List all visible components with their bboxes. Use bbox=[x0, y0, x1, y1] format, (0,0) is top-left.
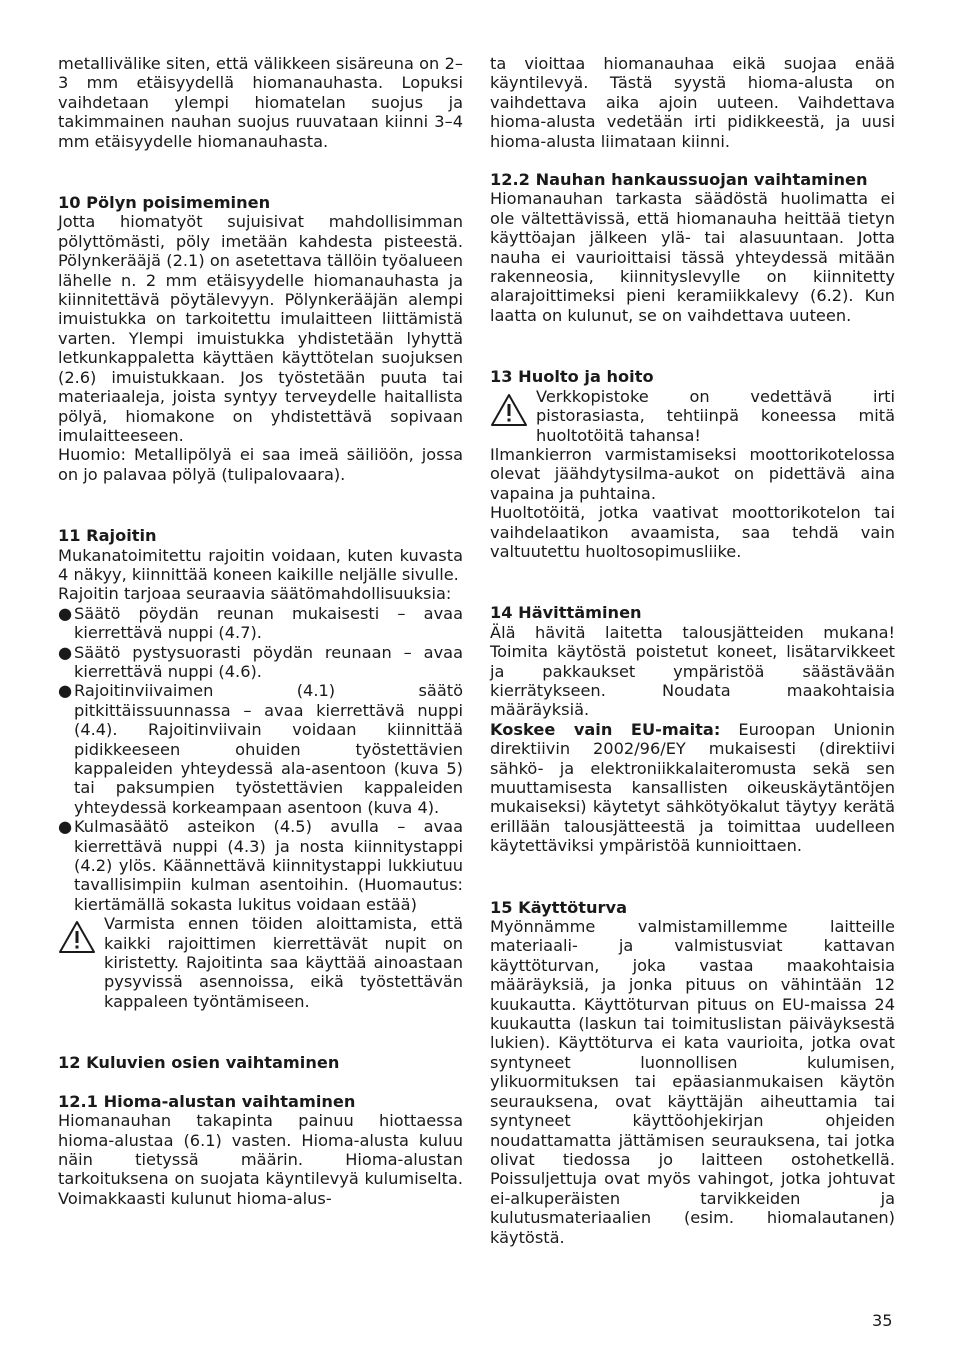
section-11-warning bbox=[58, 914, 463, 1011]
section-15-heading: 15 Käyttöturva bbox=[490, 897, 628, 917]
bullet-icon: ● bbox=[58, 817, 73, 837]
section-15-body: Myönnämme valmistamillemme laitteille materiaali- ja valmistusviat kattavan käyttöturvan, joka vastaa maakohtaisia määräyksiä, ja jonka pituus on vähintään 12 kuukautta. Käyttöturvan pituus on EU-maissa 24 kuukautta (laskun tai toimituslistan päiväyksestä lukien). Käyttöturva ei kata vaurioita, jotka ovat syntyneet luonnollisen kulumisen, ylikuormituksen tai epäasianmukaisen käytön seurauksena, ovat käyttäjän aiheuttamia tai syntyneet käyttöohjekirjan ohjeiden noudattamatta jättämisen seurauksena, tai jotka olivat tiedossa jo laitteen ostohetkellä. Poissuljettuja ovat myös vahingot, jotka johtuvat ei-alkuperäisten tarvikkeiden ja kulutusmateriaalien (esim. hiomalautanen) käytöstä. bbox=[490, 917, 895, 1247]
section-12-2-body: Hiomanauhan tarkasta säädöstä huolimatta ei ole vältettävissä, että hiomanauha heittää tietyn käyttöajan jälkeen ylä- tai alasuuntaan. Jotta nauha ei vaurioittaisi tässä yhteydessä mitään rakenneosia, kiinnityslevylle on kiinnitetty alarajoittimeksi pieni keramiikkalevy (6.2). Kun laatta on kulunut, se on vaihdettava uuteen. bbox=[490, 189, 895, 325]
section-14-paragraph-1: Älä hävitä laitetta talousjätteiden mukana! Toimita käytöstä poistetut koneet, lisätarvikkeet ja pakkaukset ympäristöä säästävään kierrätykseen. Noudata maakohtaisia määräyksiä. bbox=[490, 622, 895, 720]
section-12-2-heading: 12.2 Nauhan hankaussuojan vaihtaminen bbox=[490, 170, 868, 190]
section-13-warning-text: Verkkopistoke on vedettävä irti pistorasiasta, tehtiinpä koneessa mitä huoltotöitä tahansa! bbox=[536, 386, 895, 445]
list-item: ● Rajoitinviivaimen (4.1) säätö pitkittäissuunnassa – avaa kierrettävä nuppi (4.4). Rajoitinviivain voidaan kiinnittää pidikkeeseen ohuiden työstettävien kappaleiden yhteydessä ala-asentoon (kuva 5) tai paksumpien työstettävien kappaleiden yhteydessä korkeampaan asentoon (kuva 4). bbox=[58, 681, 463, 817]
list-item: ● Kulmasäätö asteikon (4.5) avulla – avaa kierrettävä nuppi (4.3) ja nosta kiinnitystappi (4.2) ylös. Käännettävä kiinnitystappi lukkiutuu tavallisimpiin kulman asentoihin. (Huomautus: kiertämällä sokasta lukitus voidaan estää) bbox=[58, 817, 463, 914]
section-14-eu-paragraph bbox=[490, 720, 895, 856]
section-10-note: Huomio: Metallipölyä ei saa imeä säiliöön, jossa on jo palavaa pölyä (tulipalovaara). bbox=[58, 445, 463, 484]
section-13-warning bbox=[490, 387, 895, 445]
warning-triangle-icon bbox=[490, 393, 528, 427]
left-column bbox=[58, 54, 463, 1208]
eu-text: Euroopan Unionin direktiivin 2002/96/EY mukaisesti (direktiivi sähkö- ja elektroniikkalaiteromusta sekä sen muuttamisesta kansallisten oikeuskäytäntöjen mukaiseksi) käytetyt sähkötyökalut täytyy kerätä erillään talousjätteestä ja toimittaa uudelleen käytettäviksi ympäristöä kunnioittaen. bbox=[490, 719, 895, 856]
section-12-1-body: Hiomanauhan takapinta painuu hiottaessa hioma-alustaa (6.1) vasten. Hioma-alusta kuluu näin tietyssä määrin. Hioma-alustan tarkoituksena on suojata käyntilevyä kulumiselta. Voimakkaasti kulunut hioma-alus- bbox=[58, 1111, 463, 1208]
section-11-bullet-list bbox=[58, 604, 463, 915]
bullet-icon: ● bbox=[58, 642, 73, 662]
section-13-paragraph-1: Ilmankierron varmistamiseksi moottorikotelossa olevat jäähdytysilma-aukot on pidettävä aina vapaina ja puhtaina. bbox=[490, 444, 895, 503]
eu-label: Koskee vain EU-maita: bbox=[490, 719, 721, 739]
warning-triangle-icon bbox=[58, 920, 96, 954]
section-11-paragraph-1: Mukanatoimitettu rajoitin voidaan, kuten kuvasta 4 näkyy, kiinnittää koneen kaikille neljälle sivulle. bbox=[58, 545, 463, 584]
section-12-heading: 12 Kuluvien osien vaihtaminen bbox=[58, 1053, 340, 1073]
section-12-1-body-continued: ta vioittaa hiomanauhaa eikä suojaa enää käyntilevyä. Tästä syystä hioma-alusta on vaihdettava aika ajoin uuteen. Vaihdettava hioma-alusta vedetään irti pidikkeestä, ja uusi hioma-alusta liimataan kiinni. bbox=[490, 54, 895, 151]
section-11-heading: 11 Rajoitin bbox=[58, 526, 157, 546]
section-14-heading: 14 Hävittäminen bbox=[490, 603, 642, 623]
section-13-heading: 13 Huolto ja hoito bbox=[490, 367, 654, 387]
section-12-1-heading: 12.1 Hioma-alustan vaihtaminen bbox=[58, 1091, 356, 1111]
list-item: ● Säätö pystysuorasti pöydän reunaan – avaa kierrettävä nuppi (4.6). bbox=[58, 642, 463, 681]
bullet-icon: ● bbox=[58, 681, 73, 701]
section-10-body: Jotta hiomatyöt sujuisivat mahdollisimman pölyttömästi, pöly imetään kahdesta pisteestä. Pölynkerääjä (2.1) on asetettava tällöin työalueen lähelle n. 2 mm etäisyydelle hiomanauhasta ja kiinnitettävä pöytälevyyn. Pölynkerääjän alempi imuistukka on tarkoitettu imulaitteen liittämistä varten. Ylempi imuistukka yhdistetään lyhyttä letkunkappaletta käyttäen käyttötelan suojuksen (2.6) imuistukkaan. Jos työstetään puuta tai materiaaleja, joista syntyy terveydelle haitallista pölyä, hiomakone on yhdistettävä sopivaan imulaitteeseen. bbox=[58, 212, 463, 445]
section-11-warning-text: Varmista ennen töiden aloittamista, että kaikki rajoittimen kierrettävät nupit on kiristetty. Rajoitinta saa käyttää ainoastaan pysyvissä asennoissa, eikä työstettävän kappaleen työntämiseen. bbox=[104, 914, 463, 1011]
right-column bbox=[490, 54, 895, 1247]
section-13-paragraph-2: Huoltotöitä, jotka vaativat moottorikotelon tai vaihdelaatikon avaamista, saa tehdä vain valtuutettu huoltosopimusliike. bbox=[490, 503, 895, 561]
intro-paragraph: metallivälike siten, että välikkeen sisäreuna on 2–3 mm etäisyydellä hiomanauhasta. Lopuksi vaihdetaan ylempi hiomatelan suojus ja takimmainen nauhan suojus ruuvataan kiinni 3–4 mm etäisyydelle hiomanauhasta. bbox=[58, 54, 463, 151]
section-11-paragraph-2: Rajoitin tarjoaa seuraavia säätömahdollisuuksia: bbox=[58, 584, 452, 604]
page-number: 35 bbox=[872, 1311, 893, 1330]
section-10-heading: 10 Pölyn poisimeminen bbox=[58, 193, 271, 213]
list-item: ● Säätö pöydän reunan mukaisesti – avaa kierrettävä nuppi (4.7). bbox=[58, 603, 463, 643]
bullet-icon: ● bbox=[58, 603, 73, 623]
